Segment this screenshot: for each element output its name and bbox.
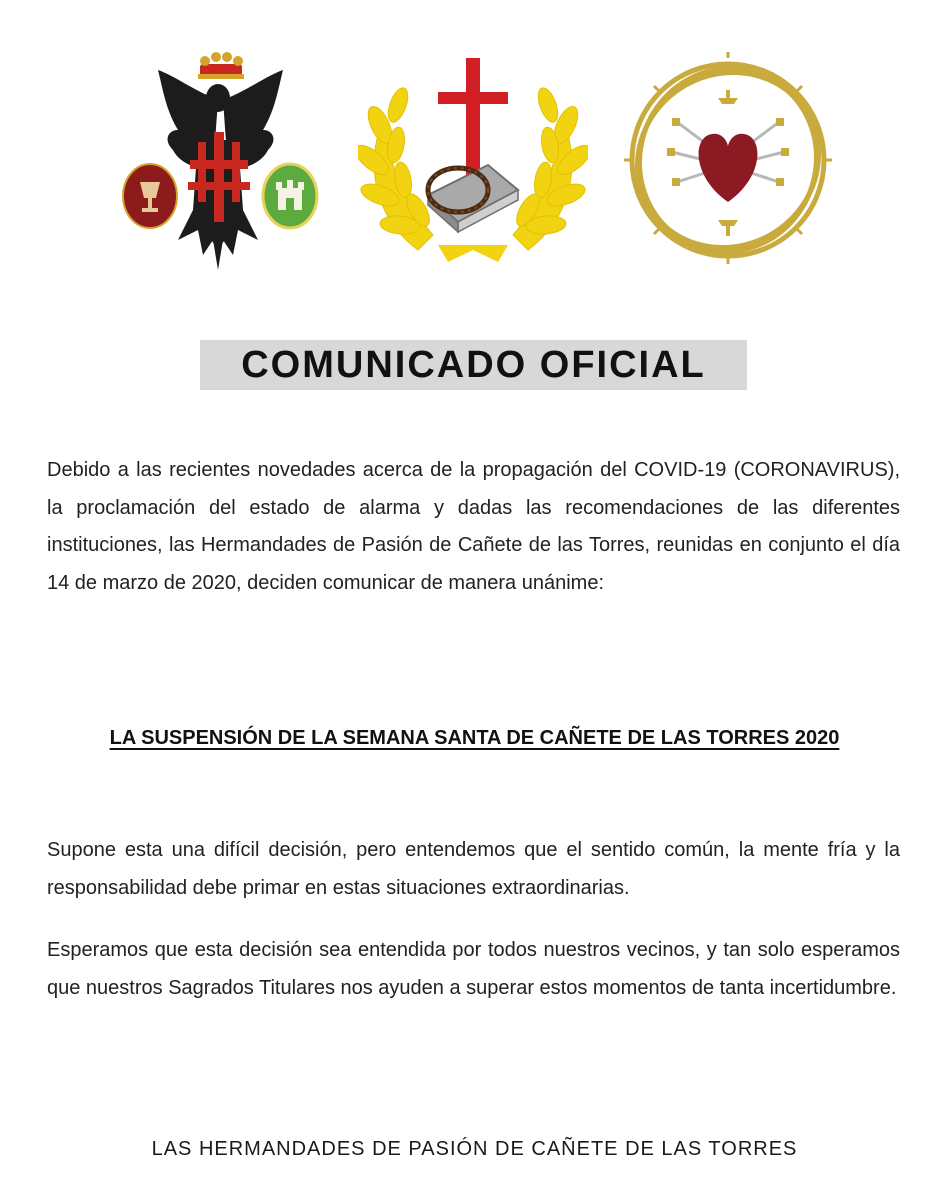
decision-paragraph: Supone esta una difícil decisión, pero entendemos que el sentido común, la mente fría y la responsabilidad debe primar en estas situaciones extraordinarias. [47, 839, 900, 899]
page-title: COMUNICADO OFICIAL [241, 343, 706, 386]
heart-icon [699, 134, 758, 202]
chalice-shield-icon [123, 164, 177, 228]
announcement-text: LA SUSPENSIÓN DE LA SEMANA SANTA DE CAÑETE DE LAS TORRES 2020 [109, 727, 840, 749]
book-icon [428, 165, 518, 232]
signature: LAS HERMANDADES DE PASIÓN DE CAÑETE DE LAS TORRES [151, 1138, 798, 1160]
sacred-heart-thorns-icon [622, 52, 834, 267]
intro-paragraph: Debido a las recientes novedades acerca de la propagación del COVID-19 (CORONAVIRUS), la proclamación del estado de alarma y dadas las recomendaciones de las diferentes instituciones, las Hermandades de Pasión de Cañete de las Torres, reunidas en conjunto el día 14 de marzo de 2020, deciden comunicar de manera unánime: [47, 459, 900, 594]
red-cross-icon [438, 58, 508, 178]
eagle-crest-icon [118, 50, 323, 275]
crown-icon [198, 52, 244, 79]
castle-shield-icon [263, 164, 317, 228]
title-box [200, 340, 747, 390]
cross-laurel-icon [358, 50, 588, 265]
hope-paragraph: Esperamos que esta decisión sea entendida por todos nuestros vecinos, y tan solo esperamos que nuestros Sagrados Titulares nos ayuden a superar estos momentos de tanta incertidumbre. [47, 939, 900, 999]
announcement-heading [0, 727, 949, 750]
